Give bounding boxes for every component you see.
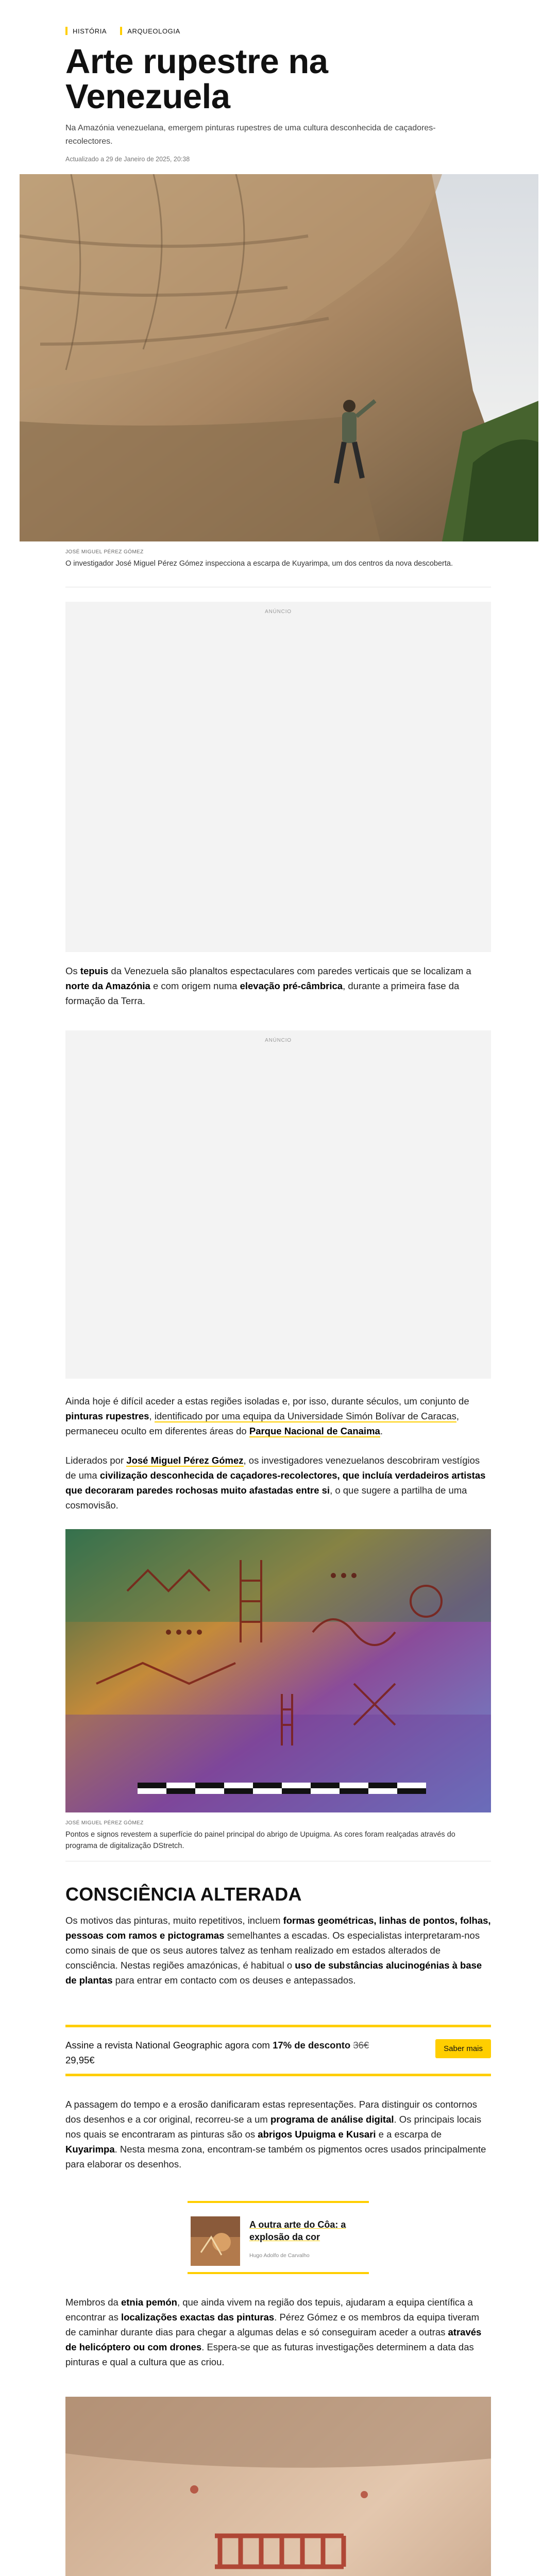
- inline-link[interactable]: identificado por uma equipa da Universidade Simón Bolívar de Caracas: [154, 1411, 456, 1421]
- breadcrumb-item-archaeology[interactable]: ARQUEOLOGIA: [120, 27, 180, 35]
- ladder-painting-photo: [65, 2397, 491, 2576]
- body-paragraph: A passagem do tempo e a erosão danificaram estas representações. Para distinguir os contornos dos desenhos e a cor original, recorreu-se a um programa de análise digital. Os principais locais nos quais se encontraram as pinturas são os abrigos Upuigma e Kusari e a escarpa de Kuyarimpa. Nesta mesma zona, encontram-se também os pigmentos ocres usados principalmente para elaborar os desenhos.: [65, 2099, 486, 2170]
- subscription-promo: [65, 2025, 491, 2076]
- photo-credit: JOSÉ MIGUEL PÉREZ GÓMEZ: [65, 549, 144, 555]
- related-article-thumbnail: [191, 2216, 240, 2266]
- ad-label: ANÚNCIO: [265, 609, 292, 615]
- body-paragraph: Membros da etnia pemón, que ainda vivem na região dos tepuis, ajudaram a equipa científica a encontrar as localizações exactas das pinturas. Pérez Gómez e os membros da equipa tiveram de caminhar durante dias para chegar a algumas delas e só conseguiram aceder a outras através de helicóptero ou com drones. Espera-se que as futuras investigações determinem a data das pinturas e qual a cultura que as criou.: [65, 2297, 482, 2367]
- section-heading: CONSCIÊNCIA ALTERADA: [65, 1884, 302, 1905]
- promo-text: Assine a revista National Geographic agora com 17% de desconto 36€ 29,95€: [65, 2040, 369, 2065]
- related-thumb-image: [191, 2216, 240, 2266]
- hero-caption-block: [65, 549, 491, 587]
- related-article-card[interactable]: [188, 2201, 369, 2274]
- related-article-author: Hugo Adolfo de Carvalho: [249, 2252, 310, 2259]
- accent-bar: [65, 27, 67, 35]
- article-dek: Na Amazónia venezuelana, emergem pinturas rupestres de uma cultura desconhecida de caçadores-recolectores.: [65, 124, 436, 146]
- enhanced-painting-photo: [65, 1529, 491, 1812]
- related-article-title: A outra arte do Côa: a explosão da cor: [249, 2219, 346, 2242]
- accent-bar: [120, 27, 122, 35]
- figure-caption-block: [65, 1820, 491, 1861]
- body-paragraph: Liderados por José Miguel Pérez Gómez, os investigadores venezuelanos descobriram vestígios de uma civilização desconhecida de caçadores-recolectores, que incluía verdadeiros artistas que decoraram paredes rochosas muito afastadas entre si, o que sugere a partilha de uma cosmovisão.: [65, 1455, 486, 1511]
- body-paragraph: Os motivos das pinturas, muito repetitivos, incluem formas geométricas, linhas de pontos, folhas, pessoas com ramos e pictogramas semelhantes a escadas. Os especialistas interpretaram-nos como sinais de que os seus autores talvez as tenham realizado em estados alterados de consciência. Nestas regiões amazónicas, é habitual o uso de substâncias alucinogénias à base de plantas para entrar em contacto com os deuses e antepassados.: [65, 1915, 491, 1986]
- new-price: 29,95€: [65, 2055, 95, 2065]
- rock-art-panel-image: [65, 1529, 491, 1812]
- page-title: Arte rupestre na Venezuela: [65, 42, 328, 116]
- breadcrumb: [65, 27, 491, 35]
- old-price: 36€: [353, 2040, 369, 2050]
- ad-slot[interactable]: [65, 1030, 491, 1379]
- photo-caption: O investigador José Miguel Pérez Gómez inspecciona a escarpa de Kuyarimpa, um dos centros da nova descoberta.: [65, 560, 453, 568]
- rock-cliff-photo: [20, 174, 538, 541]
- photo-credit: JOSÉ MIGUEL PÉREZ GÓMEZ: [65, 1820, 144, 1826]
- body-paragraph: Ainda hoje é difícil aceder a estas regiões isoladas e, por isso, durante séculos, um conjunto de pinturas rupestres, identificado por uma equipa da Universidade Simón Bolívar de Caracas, permaneceu oculto em diferentes áreas do Parque Nacional de Canaima.: [65, 1396, 469, 1436]
- breadcrumb-item-history[interactable]: HISTÓRIA: [65, 27, 107, 35]
- article-date: Actualizado a 29 de Janeiro de 2025, 20:38: [65, 156, 190, 163]
- body-paragraph: Os tepuis da Venezuela são planaltos espectaculares com paredes verticais que se localizam a norte da Amazónia e com origem numa elevação pré-câmbrica, durante a primeira fase da formação da Terra.: [65, 965, 471, 1006]
- ad-label: ANÚNCIO: [265, 1038, 292, 1043]
- ad-slot[interactable]: [65, 602, 491, 952]
- photo-caption: Pontos e signos revestem a superfície do painel principal do abrigo de Upuigma. As cores foram realçadas através do programa de digitalização DStretch.: [65, 1831, 455, 1850]
- ladder-painting-image: [65, 2397, 491, 2576]
- hero-image: [20, 174, 538, 541]
- subscribe-button[interactable]: Saber mais: [435, 2039, 491, 2058]
